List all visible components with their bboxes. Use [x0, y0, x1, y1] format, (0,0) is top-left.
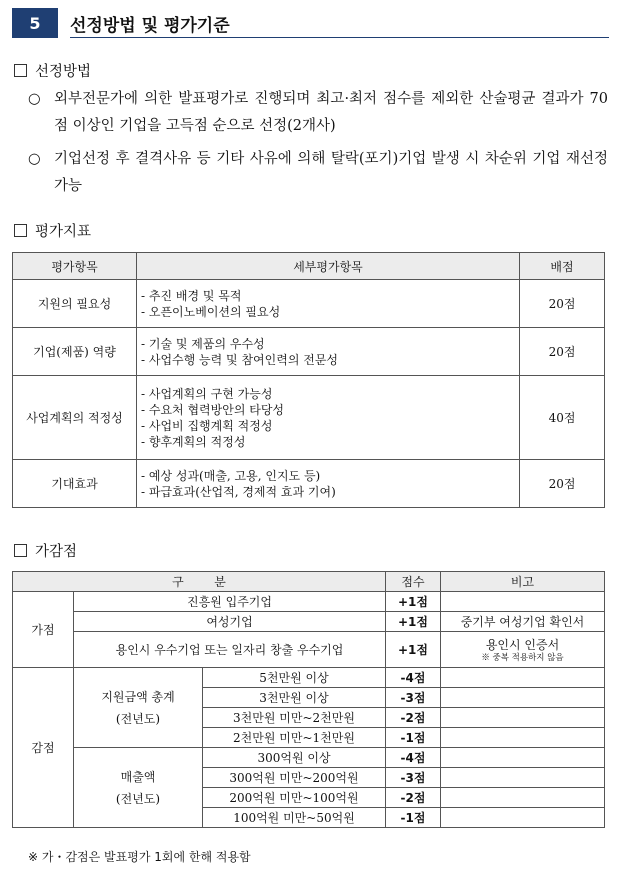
items-cell: [137, 460, 520, 508]
category-cell: 사업계획의 적정성: [13, 376, 137, 460]
section-header: [12, 8, 609, 38]
points-cell: -1점: [386, 808, 441, 828]
range-cell: 300억원 미만~200억원: [203, 768, 386, 788]
items-cell: [137, 376, 520, 460]
bonus-penalty-table: [12, 571, 605, 828]
bonus-item: 진흥원 입주기업: [74, 592, 386, 612]
table-row: [13, 460, 605, 508]
score-cell: 20점: [520, 460, 605, 508]
remark-cell: [441, 788, 605, 808]
remark-cell: [441, 632, 605, 668]
range-cell: 300억원 이상: [203, 748, 386, 768]
column-header: 평가항목: [13, 253, 137, 280]
range-cell: 200억원 미만~100억원: [203, 788, 386, 808]
table-row: [13, 668, 605, 688]
remark-cell: [441, 768, 605, 788]
penalty-group-label: [74, 748, 203, 828]
penalty-label: 감점: [13, 668, 74, 828]
subsection-criteria: [14, 220, 91, 241]
remark-note: ※ 중복 적용하지 않음: [481, 653, 564, 663]
footnote: ※ 가・감점은 발표평가 1회에 한해 적용함: [28, 850, 251, 864]
remark-cell: [441, 748, 605, 768]
group-label-line: (전년도): [115, 791, 161, 806]
evaluation-table: [12, 252, 605, 508]
points-cell: +1점: [386, 612, 441, 632]
score-cell: 20점: [520, 328, 605, 376]
table-header-row: [13, 572, 605, 592]
range-cell: 3천만원 이상: [203, 688, 386, 708]
subsection-bonus-penalty: [14, 540, 77, 561]
subsection-title: 선정방법: [35, 64, 92, 80]
score-cell: 40점: [520, 376, 605, 460]
item-text: - 오픈이노베이션의 필요성: [141, 304, 281, 319]
remark-cell: [441, 728, 605, 748]
remark-text: 용인시 인증서: [485, 638, 560, 652]
column-header: 세부평가항목: [137, 253, 520, 280]
subsection-title: 평가지표: [35, 224, 92, 240]
item-text: - 사업계획의 구현 가능성: [141, 386, 273, 401]
bullet-text: 기업선정 후 결격사유 등 기타 사유에 의해 탈락(포기)기업 발생 시 차순위 기업 재선정 가능: [54, 151, 608, 194]
item-text: - 추진 배경 및 목적: [141, 288, 242, 303]
range-cell: 2천만원 미만~1천만원: [203, 728, 386, 748]
remark-cell: [441, 668, 605, 688]
points-cell: -3점: [386, 768, 441, 788]
remark-cell: 중기부 여성기업 확인서: [441, 612, 605, 632]
category-cell: 지원의 필요성: [13, 280, 137, 328]
bonus-label: 가점: [13, 592, 74, 668]
category-cell: 기업(제품) 역량: [13, 328, 137, 376]
points-cell: -4점: [386, 668, 441, 688]
points-cell: -2점: [386, 708, 441, 728]
remark-cell: [441, 708, 605, 728]
subsection-selection: [14, 60, 91, 81]
penalty-group-label: [74, 668, 203, 748]
points-cell: -1점: [386, 728, 441, 748]
group-label-line: (전년도): [115, 711, 161, 726]
bullet-text: 외부전문가에 의한 발표평가로 진행되며 최고·최저 점수를 제외한 산술평균 결과가 70점 이상인 기업을 고득점 순으로 선정(2개사): [54, 91, 608, 134]
checkbox-square-icon: [14, 544, 27, 557]
header-underline: [70, 37, 609, 38]
points-cell: +1점: [386, 632, 441, 668]
section-title: 선정방법 및 평가기준: [70, 16, 230, 36]
bullet-item: [28, 86, 608, 140]
bonus-item: 여성기업: [74, 612, 386, 632]
item-text: - 수요처 협력방안의 타당성: [141, 402, 285, 417]
item-text: - 사업비 집행계획 적정성: [141, 418, 273, 433]
item-text: - 사업수행 능력 및 참여인력의 전문성: [141, 352, 339, 367]
remark-cell: [441, 808, 605, 828]
table-row: [13, 748, 605, 768]
circle-bullet-icon: ○: [28, 91, 41, 107]
item-text: - 향후계획의 적정성: [141, 434, 246, 449]
remark-cell: [441, 592, 605, 612]
column-header: 구 분: [13, 572, 386, 592]
remark-cell: [441, 688, 605, 708]
column-header: 비고: [441, 572, 605, 592]
table-row: [13, 592, 605, 612]
item-text: - 기술 및 제품의 우수성: [141, 336, 265, 351]
score-cell: 20점: [520, 280, 605, 328]
points-cell: -2점: [386, 788, 441, 808]
table-row: [13, 376, 605, 460]
table-header-row: [13, 253, 605, 280]
items-cell: [137, 328, 520, 376]
checkbox-square-icon: [14, 224, 27, 237]
circle-bullet-icon: ○: [28, 151, 41, 167]
table-row: [13, 280, 605, 328]
category-cell: 기대효과: [13, 460, 137, 508]
checkbox-square-icon: [14, 64, 27, 77]
column-header: 배점: [520, 253, 605, 280]
table-row: [13, 632, 605, 668]
bullet-item: [28, 146, 608, 200]
section-number: 5: [12, 8, 58, 38]
range-cell: 3천만원 미만~2천만원: [203, 708, 386, 728]
table-row: [13, 328, 605, 376]
points-cell: +1점: [386, 592, 441, 612]
group-label-line: 매출액: [120, 769, 156, 784]
column-header: 점수: [386, 572, 441, 592]
range-cell: 5천만원 이상: [203, 668, 386, 688]
table-row: [13, 612, 605, 632]
points-cell: -4점: [386, 748, 441, 768]
range-cell: 100억원 미만~50억원: [203, 808, 386, 828]
item-text: - 파급효과(산업적, 경제적 효과 기여): [141, 484, 336, 499]
bonus-item: 용인시 우수기업 또는 일자리 창출 우수기업: [74, 632, 386, 668]
points-cell: -3점: [386, 688, 441, 708]
items-cell: [137, 280, 520, 328]
group-label-line: 지원금액 총계: [101, 689, 175, 704]
item-text: - 예상 성과(매출, 고용, 인지도 등): [141, 468, 321, 483]
subsection-title: 가감점: [35, 544, 78, 560]
